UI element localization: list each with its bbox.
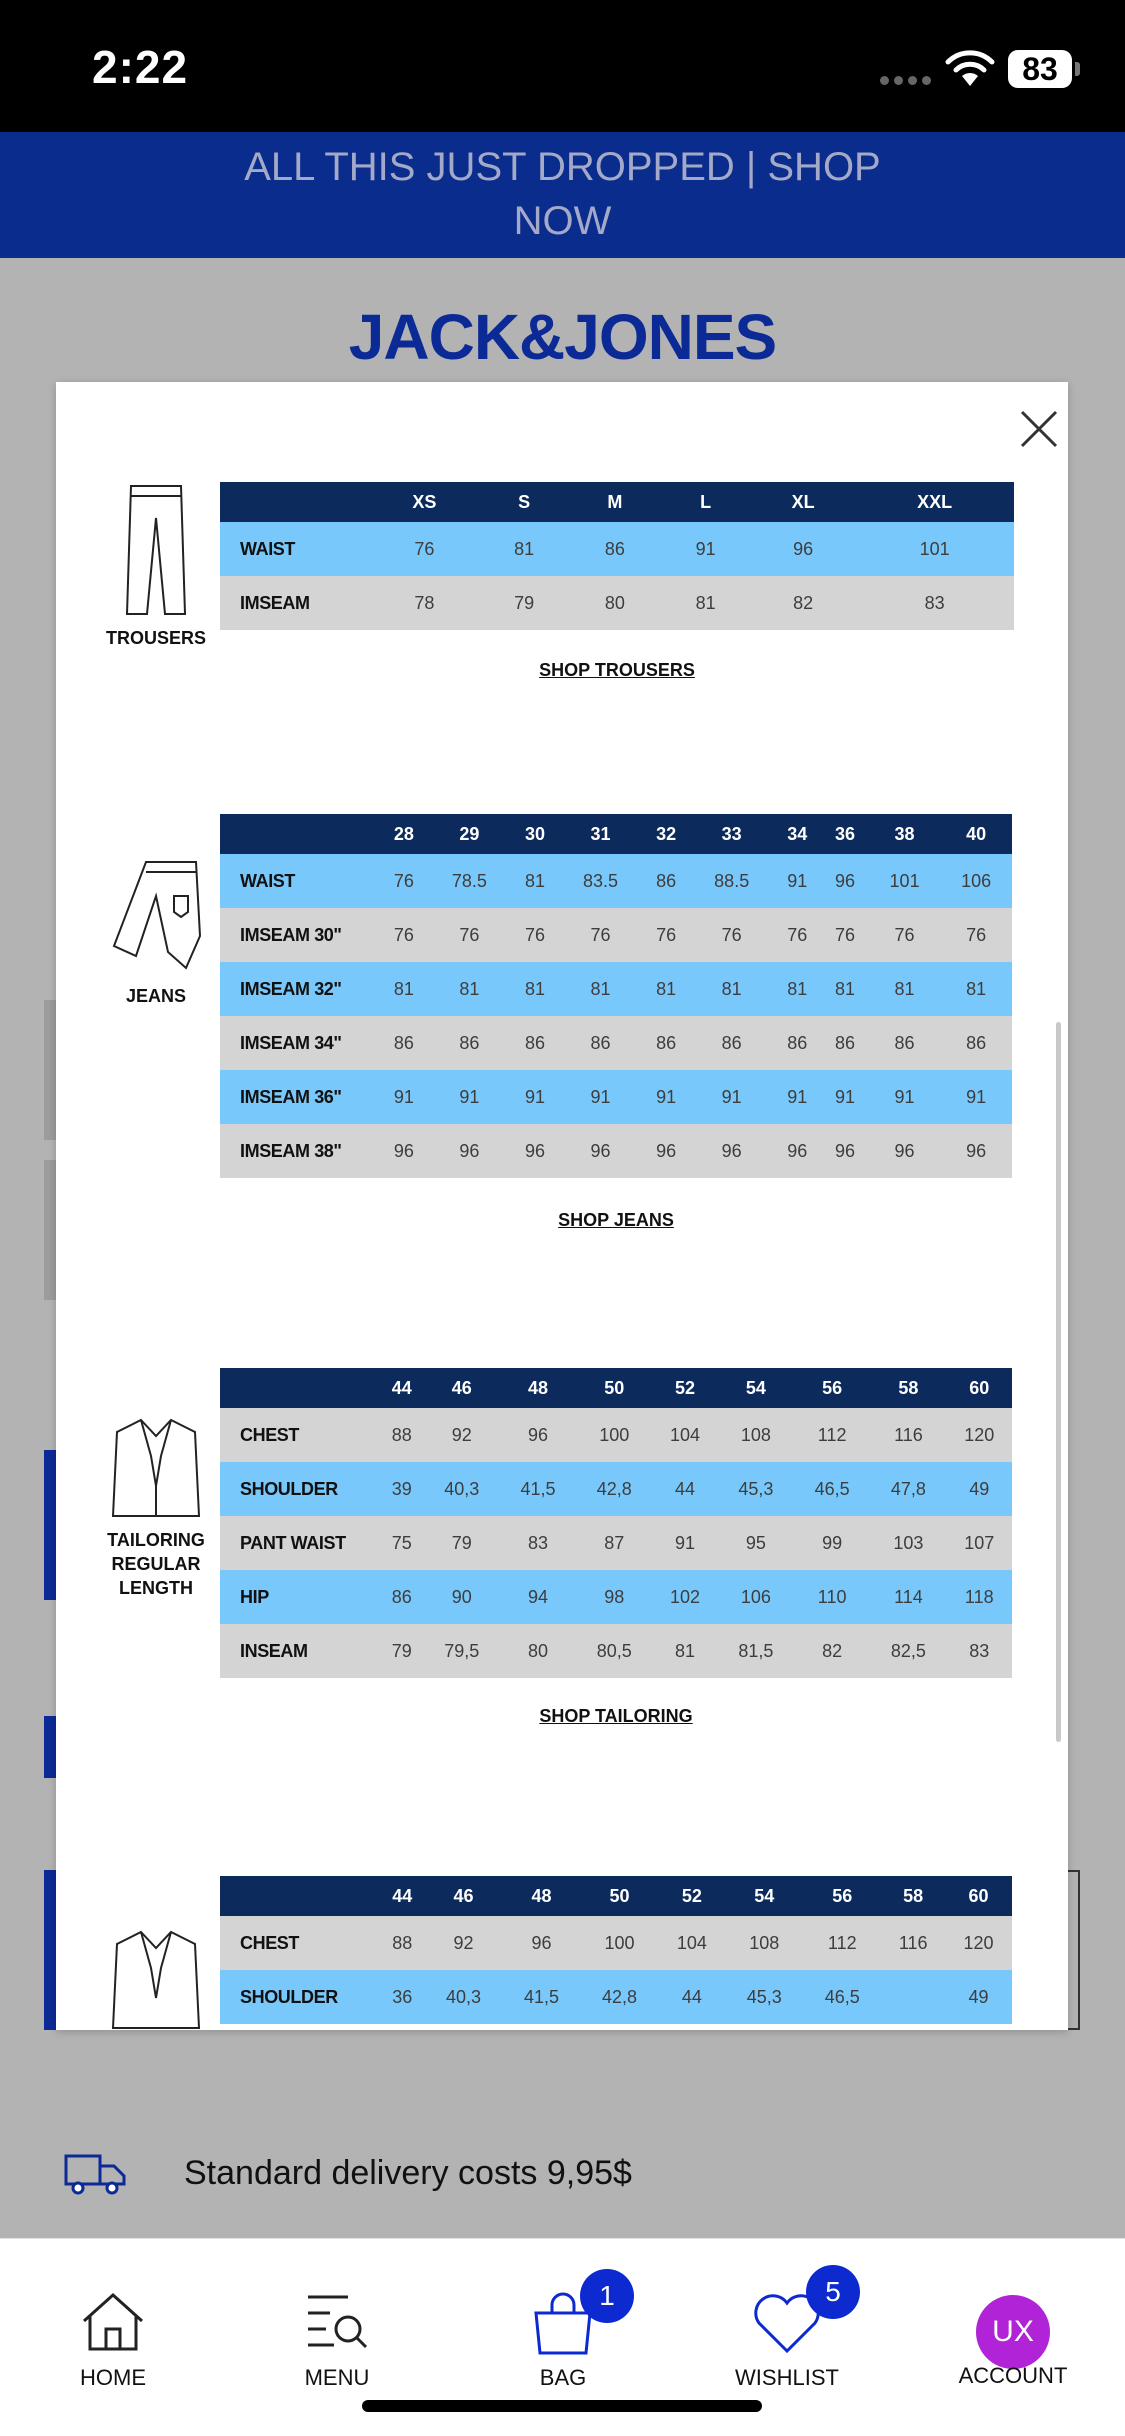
header-corner [220, 814, 380, 854]
measurement-value: 49 [947, 1462, 1012, 1516]
measurement-value: 41,5 [503, 1970, 581, 2024]
size-header: XXL [855, 482, 1014, 522]
measurement-value: 45,3 [725, 1970, 803, 2024]
measurement-value: 114 [870, 1570, 946, 1624]
size-header: 60 [947, 1368, 1012, 1408]
nav-account-label: ACCOUNT [958, 2363, 1068, 2388]
measurement-value: 91 [773, 854, 821, 908]
measurement-value [881, 1970, 945, 2024]
measurement-value: 118 [947, 1570, 1012, 1624]
measurement-value: 88.5 [690, 854, 773, 908]
measurement-row [220, 1516, 1012, 1570]
measurement-value: 98 [576, 1570, 652, 1624]
shop-tailoring-link[interactable]: SHOP TAILORING [539, 1706, 693, 1726]
measurement-value: 36 [380, 1970, 425, 2024]
tailoring-label-line1: TAILORING [107, 1530, 205, 1550]
size-header: 58 [881, 1876, 945, 1916]
measurement-value: 94 [500, 1570, 576, 1624]
measurement-value: 81 [869, 962, 941, 1016]
measurement-value: 42,8 [581, 1970, 659, 2024]
measurement-value: 81 [940, 962, 1012, 1016]
size-header: 33 [690, 814, 773, 854]
measurement-row [220, 1070, 1012, 1124]
size-header: 40 [940, 814, 1012, 854]
size-header: XL [751, 482, 855, 522]
measurement-value: 92 [425, 1916, 503, 1970]
measurement-value: 91 [511, 1070, 559, 1124]
promo-banner[interactable] [0, 132, 1125, 258]
measurement-value: 79 [380, 1624, 424, 1678]
measurement-value: 103 [870, 1516, 946, 1570]
measurement-label: SHOULDER [220, 1970, 380, 2024]
measurement-value: 96 [559, 1124, 642, 1178]
measurement-value: 91 [660, 522, 751, 576]
measurement-value: 83 [500, 1516, 576, 1570]
size-header: 50 [581, 1876, 659, 1916]
status-time: 2:22 [92, 41, 189, 93]
battery-indicator: 83 [1008, 50, 1072, 88]
blazer-icon [111, 1416, 201, 1520]
size-header: M [570, 482, 661, 522]
measurement-value: 76 [511, 908, 559, 962]
measurement-value: 91 [380, 1070, 428, 1124]
promo-text[interactable]: ALL THIS JUST DROPPED | SHOP NOW [244, 145, 881, 243]
measurement-value: 76 [940, 908, 1012, 962]
size-header-row [220, 1368, 1012, 1408]
measurement-value: 96 [642, 1124, 690, 1178]
measurement-value: 76 [380, 908, 428, 962]
measurement-value: 81 [428, 962, 511, 1016]
nav-home[interactable] [28, 2239, 198, 2389]
measurement-value: 86 [821, 1016, 869, 1070]
measurement-value: 44 [652, 1462, 717, 1516]
size-header-row [220, 814, 1012, 854]
jeans-icon [106, 856, 206, 974]
home-indicator [362, 2400, 762, 2412]
measurement-value: 110 [794, 1570, 870, 1624]
trousers-icon [121, 482, 191, 618]
measurement-value: 76 [380, 854, 428, 908]
modal-scrollbar[interactable] [1056, 1022, 1061, 1742]
measurement-value: 82 [794, 1624, 870, 1678]
size-header: 44 [380, 1876, 425, 1916]
size-header: 50 [576, 1368, 652, 1408]
tailoring-label-line2: REGULAR [111, 1554, 201, 1574]
measurement-value: 91 [869, 1070, 941, 1124]
measurement-value: 82,5 [870, 1624, 946, 1678]
measurement-row [220, 962, 1012, 1016]
measurement-value: 79,5 [424, 1624, 500, 1678]
measurement-value: 76 [370, 522, 479, 576]
size-header: L [660, 482, 751, 522]
measurement-value: 86 [940, 1016, 1012, 1070]
measurement-row [220, 522, 1014, 576]
trousers-label: TROUSERS [105, 628, 206, 648]
measurement-value: 86 [559, 1016, 642, 1070]
wifi-icon [944, 48, 996, 88]
measurement-value: 44 [658, 1970, 725, 2024]
measurement-value: 107 [947, 1516, 1012, 1570]
measurement-value: 80,5 [576, 1624, 652, 1678]
measurement-value: 76 [559, 908, 642, 962]
size-header: 56 [794, 1368, 870, 1408]
measurement-value: 112 [803, 1916, 881, 1970]
measurement-value: 96 [511, 1124, 559, 1178]
measurement-value: 92 [424, 1408, 500, 1462]
measurement-label: IMSEAM 34" [220, 1016, 380, 1070]
measurement-value: 91 [559, 1070, 642, 1124]
delivery-info [64, 2148, 1064, 2204]
avatar: UX [976, 2295, 1050, 2369]
size-header: 54 [725, 1876, 803, 1916]
measurement-value: 91 [940, 1070, 1012, 1124]
measurement-value: 76 [642, 908, 690, 962]
measurement-value: 102 [652, 1570, 717, 1624]
background-fragment [44, 1716, 56, 1778]
cellular-signal-icon [880, 72, 936, 90]
truck-icon [64, 2152, 128, 2196]
size-header: 54 [718, 1368, 794, 1408]
measurement-value: 96 [940, 1124, 1012, 1178]
nav-bag-label: BAG [539, 2365, 587, 2390]
measurement-label: PANT WAIST [220, 1516, 380, 1570]
size-header: 32 [642, 814, 690, 854]
size-header: 46 [425, 1876, 503, 1916]
measurement-value: 104 [652, 1408, 717, 1462]
measurement-value: 104 [658, 1916, 725, 1970]
measurement-value: 81 [652, 1624, 717, 1678]
measurement-label: IMSEAM 30" [220, 908, 380, 962]
measurement-value: 81 [821, 962, 869, 1016]
size-header: 36 [821, 814, 869, 854]
measurement-label: IMSEAM 36" [220, 1070, 380, 1124]
measurement-value: 76 [821, 908, 869, 962]
size-header: 38 [869, 814, 941, 854]
measurement-value: 96 [380, 1124, 428, 1178]
measurement-value: 47,8 [870, 1462, 946, 1516]
size-header: 48 [503, 1876, 581, 1916]
measurement-value: 81 [380, 962, 428, 1016]
measurement-value: 96 [821, 1124, 869, 1178]
measurement-row [220, 1016, 1012, 1070]
measurement-value: 45,3 [718, 1462, 794, 1516]
measurement-row [220, 576, 1014, 630]
delivery-text: Standard delivery costs 9,95$ [184, 2154, 632, 2192]
measurement-value: 80 [570, 576, 661, 630]
measurement-value: 86 [511, 1016, 559, 1070]
measurement-value: 116 [881, 1916, 945, 1970]
measurement-value: 91 [642, 1070, 690, 1124]
tailoring-label-line3: LENGTH [119, 1578, 193, 1598]
size-header: 56 [803, 1876, 881, 1916]
measurement-value: 96 [751, 522, 855, 576]
measurement-value: 108 [718, 1408, 794, 1462]
measurement-label: CHEST [220, 1916, 380, 1970]
measurement-value: 76 [428, 908, 511, 962]
measurement-row [220, 908, 1012, 962]
measurement-label: INSEAM [220, 1624, 380, 1678]
size-header: 46 [424, 1368, 500, 1408]
measurement-value: 91 [428, 1070, 511, 1124]
nav-menu-label: MENU [304, 2365, 370, 2390]
measurement-value: 81 [511, 962, 559, 1016]
measurement-label: IMSEAM 38" [220, 1124, 380, 1178]
measurement-value: 81 [773, 962, 821, 1016]
measurement-value: 100 [581, 1916, 659, 1970]
background-fragment [44, 1160, 56, 1300]
measurement-value: 46,5 [794, 1462, 870, 1516]
measurement-value: 86 [869, 1016, 941, 1070]
measurement-label: IMSEAM 32" [220, 962, 380, 1016]
size-header: 34 [773, 814, 821, 854]
measurement-value: 96 [869, 1124, 941, 1178]
measurement-value: 86 [642, 854, 690, 908]
measurement-value: 116 [870, 1408, 946, 1462]
measurement-value: 96 [428, 1124, 511, 1178]
measurement-value: 81 [690, 962, 773, 1016]
measurement-value: 99 [794, 1516, 870, 1570]
battery-tip [1075, 62, 1080, 76]
header-corner [220, 1876, 380, 1916]
measurement-value: 41,5 [500, 1462, 576, 1516]
measurement-value: 87 [576, 1516, 652, 1570]
measurement-value: 96 [821, 854, 869, 908]
measurement-value: 76 [773, 908, 821, 962]
measurement-value: 86 [642, 1016, 690, 1070]
nav-bag[interactable] [478, 2239, 648, 2389]
measurement-value: 83.5 [559, 854, 642, 908]
measurement-value: 88 [380, 1916, 425, 1970]
measurement-value: 49 [945, 1970, 1012, 2024]
measurement-value: 90 [424, 1570, 500, 1624]
measurement-label: SHOULDER [220, 1462, 380, 1516]
shop-trousers-link[interactable]: SHOP TROUSERS [539, 660, 695, 680]
measurement-value: 91 [821, 1070, 869, 1124]
measurement-row [220, 854, 1012, 908]
nav-wishlist[interactable] [702, 2239, 872, 2389]
measurement-value: 81 [559, 962, 642, 1016]
size-header: 60 [945, 1876, 1012, 1916]
status-bar [0, 0, 1125, 132]
measurement-value: 95 [718, 1516, 794, 1570]
measurement-value: 91 [652, 1516, 717, 1570]
background-fragment [44, 1450, 56, 1600]
home-icon [80, 2291, 146, 2353]
size-header: XS [370, 482, 479, 522]
trousers-size-table [220, 482, 1014, 630]
measurement-value: 79 [424, 1516, 500, 1570]
measurement-value: 81 [479, 522, 570, 576]
size-header: 52 [652, 1368, 717, 1408]
menu-search-icon [304, 2291, 370, 2351]
measurement-value: 86 [380, 1016, 428, 1070]
size-header: 31 [559, 814, 642, 854]
measurement-value: 120 [947, 1408, 1012, 1462]
measurement-row [220, 1124, 1012, 1178]
tailoring-size-table [220, 1368, 1012, 1678]
size-header: S [479, 482, 570, 522]
measurement-value: 78.5 [428, 854, 511, 908]
measurement-value: 101 [855, 522, 1014, 576]
bag-count-badge: 1 [580, 2269, 634, 2323]
measurement-value: 106 [718, 1570, 794, 1624]
jeans-label: JEANS [125, 986, 187, 1006]
nav-home-label: HOME [80, 2365, 146, 2390]
header-corner [220, 482, 370, 522]
size-header: 58 [870, 1368, 946, 1408]
measurement-value: 39 [380, 1462, 424, 1516]
size-header: 48 [500, 1368, 576, 1408]
measurement-value: 40,3 [424, 1462, 500, 1516]
measurement-value: 120 [945, 1916, 1012, 1970]
measurement-value: 96 [503, 1916, 581, 1970]
measurement-value: 46,5 [803, 1970, 881, 2024]
measurement-value: 76 [690, 908, 773, 962]
measurement-row [220, 1916, 1012, 1970]
measurement-value: 79 [479, 576, 570, 630]
measurement-label: IMSEAM [220, 576, 370, 630]
size-header: 28 [380, 814, 428, 854]
measurement-value: 112 [794, 1408, 870, 1462]
shop-jeans-link[interactable]: SHOP JEANS [558, 1210, 674, 1230]
measurement-value: 91 [773, 1070, 821, 1124]
close-icon[interactable] [1012, 402, 1066, 456]
size-guide-modal [56, 382, 1068, 2030]
measurement-value: 86 [428, 1016, 511, 1070]
blazer-icon [111, 1928, 201, 2030]
measurement-value: 91 [690, 1070, 773, 1124]
measurement-row [220, 1462, 1012, 1516]
jeans-size-table [220, 814, 1012, 1178]
measurement-row [220, 1570, 1012, 1624]
measurement-value: 108 [725, 1916, 803, 1970]
measurement-label: WAIST [220, 854, 380, 908]
tailoring-long-size-table [220, 1876, 1012, 2024]
measurement-row [220, 1408, 1012, 1462]
measurement-value: 78 [370, 576, 479, 630]
measurement-value: 40,3 [425, 1970, 503, 2024]
measurement-value: 96 [500, 1408, 576, 1462]
size-header-row [220, 482, 1014, 522]
measurement-value: 76 [869, 908, 941, 962]
measurement-value: 81 [511, 854, 559, 908]
measurement-value: 106 [940, 854, 1012, 908]
brand-logo[interactable]: JACK&JONES [348, 301, 777, 373]
measurement-value: 86 [380, 1570, 424, 1624]
measurement-label: CHEST [220, 1408, 380, 1462]
measurement-label: HIP [220, 1570, 380, 1624]
size-header: 52 [658, 1876, 725, 1916]
measurement-value: 42,8 [576, 1462, 652, 1516]
measurement-value: 80 [500, 1624, 576, 1678]
measurement-value: 83 [855, 576, 1014, 630]
measurement-value: 86 [570, 522, 661, 576]
measurement-value: 86 [690, 1016, 773, 1070]
size-header: 30 [511, 814, 559, 854]
nav-menu[interactable] [252, 2239, 422, 2389]
measurement-label: WAIST [220, 522, 370, 576]
measurement-value: 81 [660, 576, 751, 630]
header-corner [220, 1368, 380, 1408]
size-header: 44 [380, 1368, 424, 1408]
measurement-value: 101 [869, 854, 941, 908]
measurement-row [220, 1970, 1012, 2024]
wishlist-count-badge: 5 [806, 2265, 860, 2319]
measurement-value: 75 [380, 1516, 424, 1570]
measurement-value: 96 [690, 1124, 773, 1178]
nav-wishlist-label: WISHLIST [735, 2365, 839, 2390]
size-header: 29 [428, 814, 511, 854]
measurement-row [220, 1624, 1012, 1678]
background-fragment [44, 1000, 56, 1140]
measurement-value: 86 [773, 1016, 821, 1070]
measurement-value: 82 [751, 576, 855, 630]
measurement-value: 100 [576, 1408, 652, 1462]
measurement-value: 96 [773, 1124, 821, 1178]
measurement-value: 81 [642, 962, 690, 1016]
measurement-value: 83 [947, 1624, 1012, 1678]
measurement-value: 88 [380, 1408, 424, 1462]
nav-account[interactable] [928, 2239, 1098, 2389]
measurement-value: 81,5 [718, 1624, 794, 1678]
size-header-row [220, 1876, 1012, 1916]
